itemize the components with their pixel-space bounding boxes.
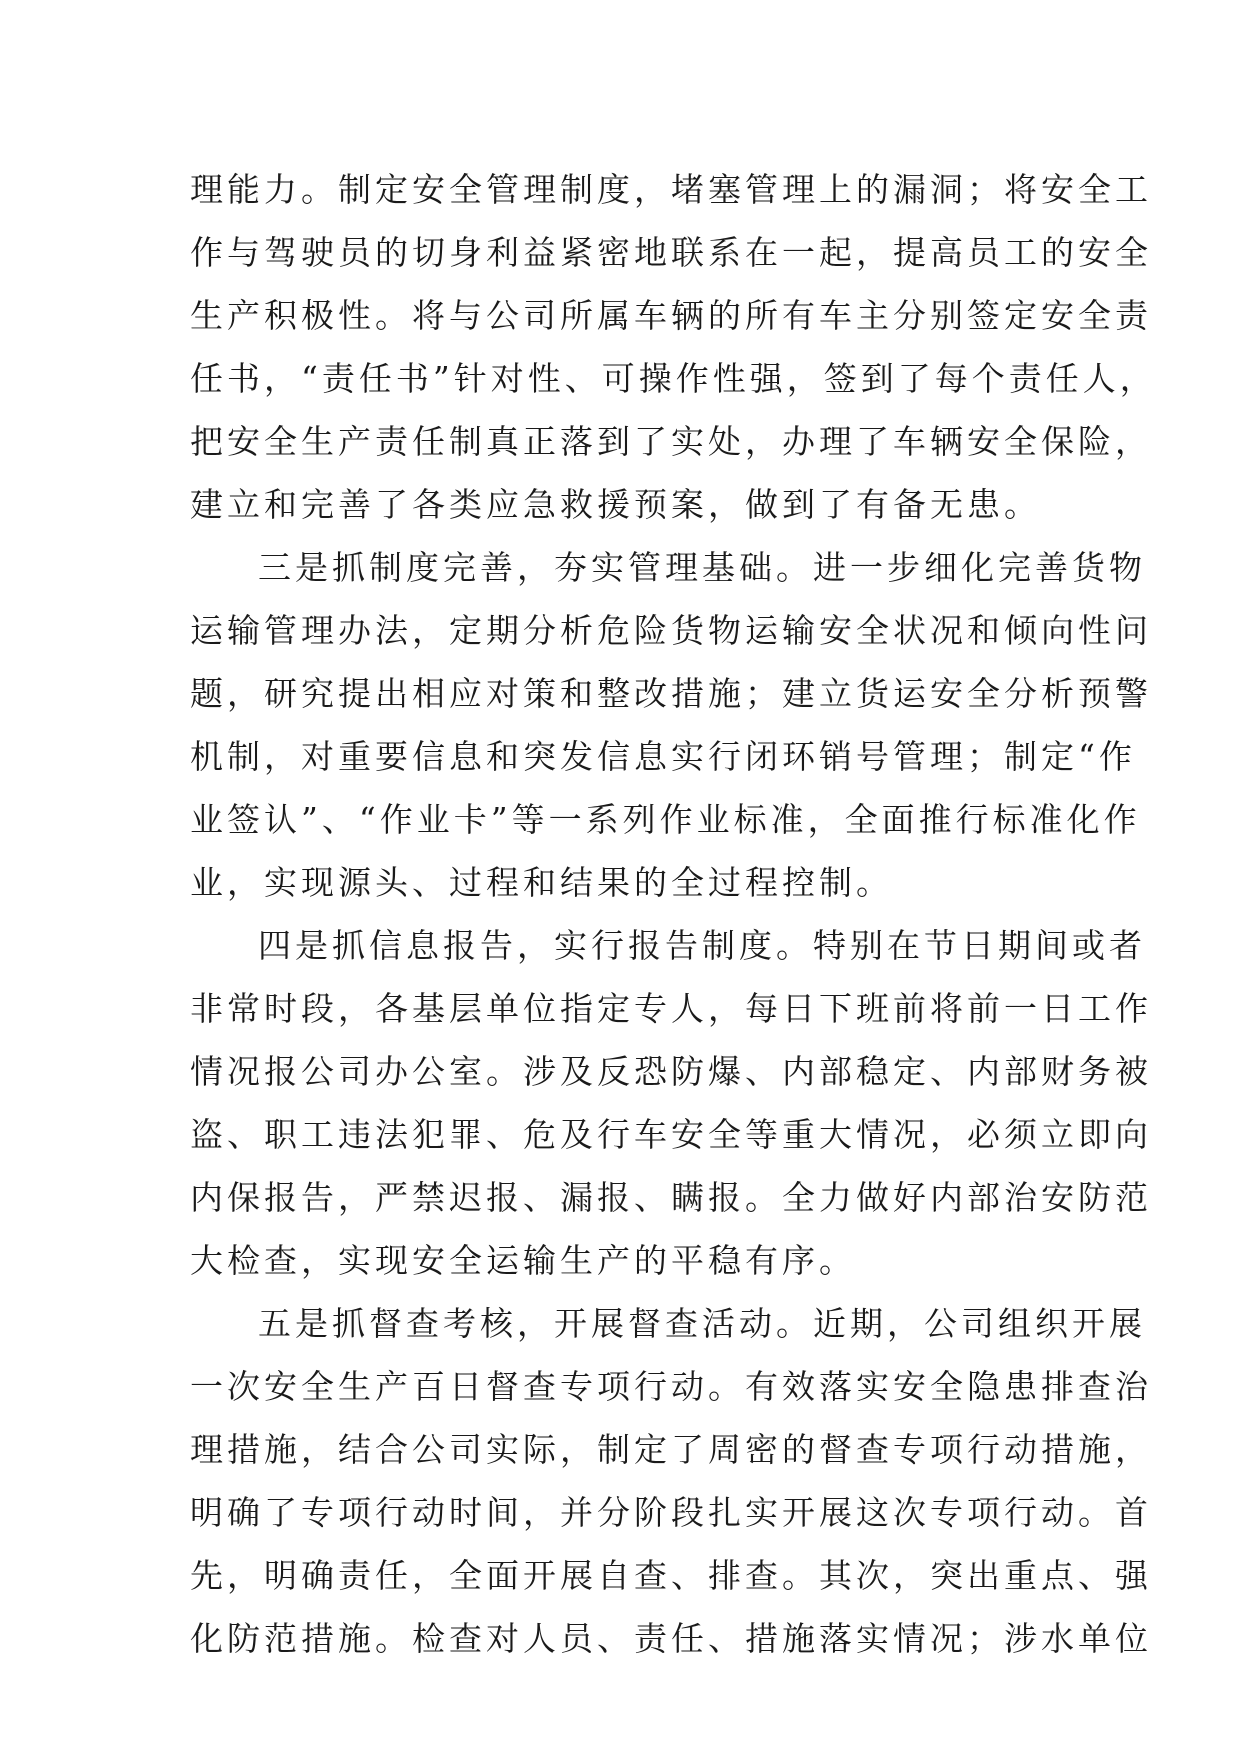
text-line: 机制，对重要信息和突发信息实行闭环销号管理；制定“作 xyxy=(190,737,1136,776)
text-line: 建立和完善了各类应急救援预案，做到了有备无患。 xyxy=(190,485,1041,524)
text-line: 把安全生产责任制真正落到了实处，办理了车辆安全保险， xyxy=(190,422,1152,461)
text-line: 业，实现源头、过程和结果的全过程控制。 xyxy=(190,863,893,902)
text-line: 任书，“责任书”针对性、可操作性强，签到了每个责任人， xyxy=(190,359,1157,398)
text-line: 理能力。制定安全管理制度，堵塞管理上的漏洞；将安全工 xyxy=(190,170,1152,209)
text-line: 情况报公司办公室。涉及反恐防爆、内部稳定、内部财务被 xyxy=(190,1052,1152,1091)
text-line: 非常时段，各基层单位指定专人，每日下班前将前一日工作 xyxy=(190,989,1152,1028)
text-line: 大检查，实现安全运输生产的平稳有序。 xyxy=(190,1241,856,1280)
text-line: 业签认”、“作业卡”等一系列作业标准，全面推行标准化作 xyxy=(190,800,1141,839)
paragraph-start-line: 三是抓制度完善，夯实管理基础。进一步细化完善货物 xyxy=(258,548,1146,587)
paragraph-start-line: 五是抓督查考核，开展督查活动。近期，公司组织开展 xyxy=(258,1304,1146,1343)
text-line: 运输管理办法，定期分析危险货物运输安全状况和倾向性问 xyxy=(190,611,1152,650)
text-line: 一次安全生产百日督查专项行动。有效落实安全隐患排查治 xyxy=(190,1367,1152,1406)
text-line: 生产积极性。将与公司所属车辆的所有车主分别签定安全责 xyxy=(190,296,1152,335)
paragraph-start-line: 四是抓信息报告，实行报告制度。特别在节日期间或者 xyxy=(258,926,1146,965)
text-line: 明确了专项行动时间，并分阶段扎实开展这次专项行动。首 xyxy=(190,1493,1152,1532)
text-line: 题，研究提出相应对策和整改措施；建立货运安全分析预警 xyxy=(190,674,1152,713)
text-line: 化防范措施。检查对人员、责任、措施落实情况；涉水单位 xyxy=(190,1619,1152,1658)
text-line: 盗、职工违法犯罪、危及行车安全等重大情况，必须立即向 xyxy=(190,1115,1152,1154)
document-body xyxy=(190,158,1157,1670)
text-line: 作与驾驶员的切身利益紧密地联系在一起，提高员工的安全 xyxy=(190,233,1152,272)
text-line: 理措施，结合公司实际，制定了周密的督查专项行动措施， xyxy=(190,1430,1152,1469)
text-line: 内保报告，严禁迟报、漏报、瞒报。全力做好内部治安防范 xyxy=(190,1178,1152,1217)
text-line: 先，明确责任，全面开展自查、排查。其次，突出重点、强 xyxy=(190,1556,1152,1595)
